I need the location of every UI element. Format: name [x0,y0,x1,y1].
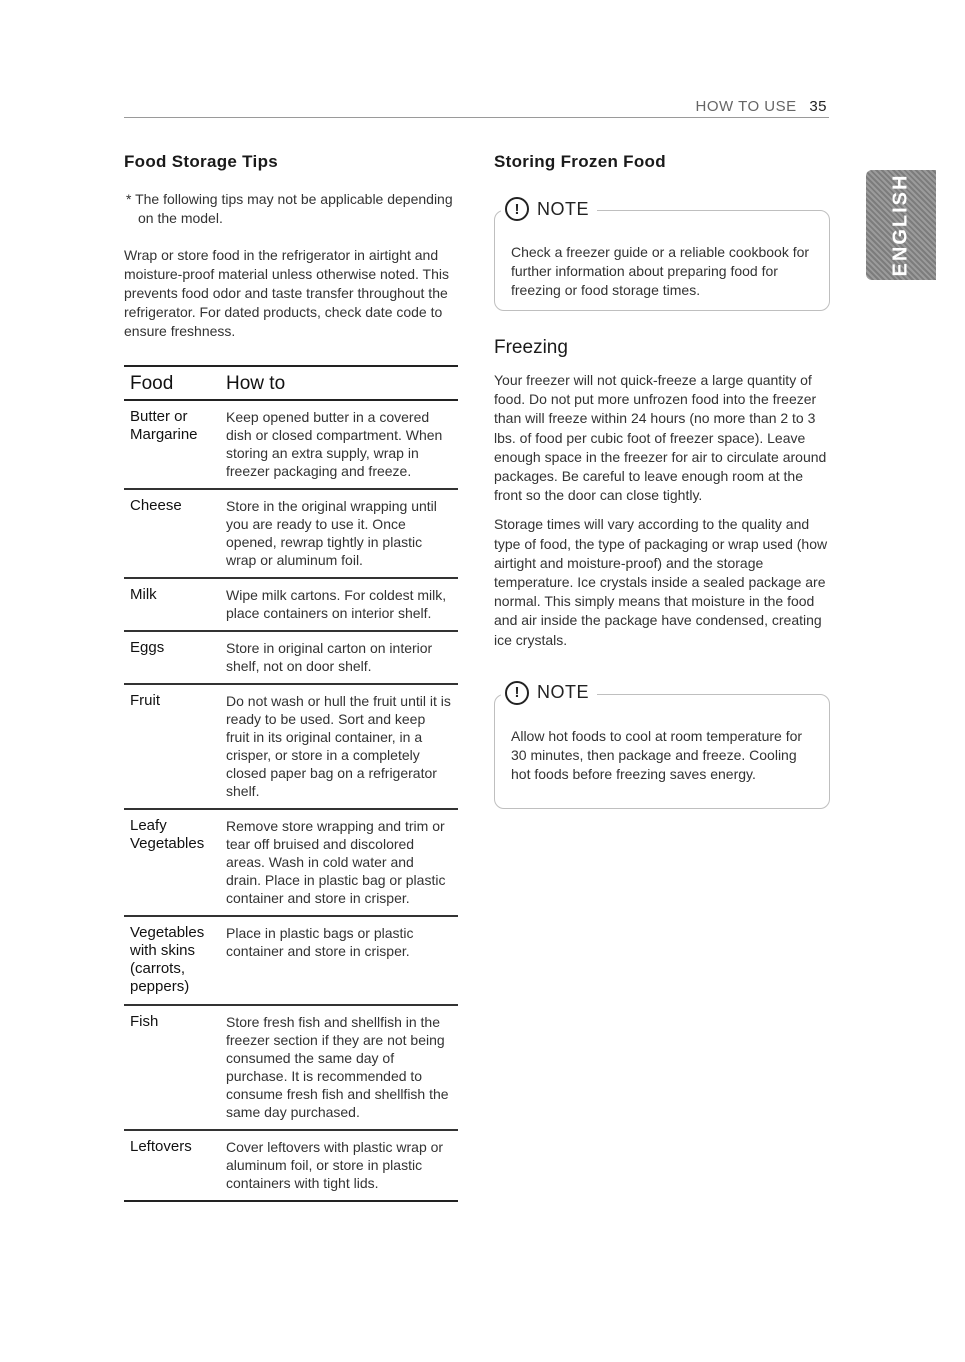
food-storage-title: Food Storage Tips [124,152,279,171]
note-label: NOTE [537,682,590,703]
how-cell: Remove store wrapping and trim or tear off bruised and discolored areas. Wash in cold water and drain. Place in plastic bag or plastic container and store in crisper. [220,809,458,916]
note-text: Check a freezer guide or a reliable cookbook for further information about preparing food for freezing or food storage times. [511,244,810,298]
table-row [124,916,458,1005]
food-cell: Leftovers [130,1138,192,1155]
model-footnote: * The following tips may not be applicable depending on the model. [126,191,453,226]
freezing-title: Freezing [494,337,568,358]
how-cell: Place in plastic bags or plastic container and store in crisper. [220,916,458,1005]
header-divider [124,117,829,118]
food-cell: Fish [124,1005,220,1130]
table-row [124,1130,458,1201]
language-tab-label: ENGLISH [889,173,912,277]
page-header [696,98,827,115]
note-box-2 [494,682,830,809]
note-text: Allow hot foods to cool at room temperature for 30 minutes, then package and freeze. Cooling hot foods before freezing saves energy. [511,727,803,782]
note-heading [501,681,597,705]
frozen-food-title: Storing Frozen Food [494,152,666,171]
freezing-paragraph-2: Storage times will vary according to the quality and type of food, the type of packaging or wrap used (how airtight and moisture-proof) and the storage temperature. Ice crystals inside a sealed package are normal. This simply means that moisture in the food and air inside the package have condensed, creating ice crystals. [494,516,828,648]
header-section: HOW TO USE [695,98,797,115]
food-cell: Vegetables with skins (carrots, peppers) [124,916,220,1005]
exclamation-icon: ! [505,681,529,705]
how-cell: Store fresh fish and shellfish in the freezer section if they are not being consumed the same day of purchase. It is recommended to consume fresh fish and shellfish the same day purchased. [220,1005,458,1130]
page-number: 35 [809,98,827,115]
table-row [124,1005,458,1130]
freezing-paragraph-1: Your freezer will not quick-freeze a large quantity of food. Do not put more unfrozen food into the freezer than will freeze within 24 hours (no more than 2 to 3 lbs. of food per cubic foot of freezer space). Leave enough space in the freezer for air to circulate around packages. Be careful to leave enough room at the front so the door can close tightly. [494,372,827,504]
food-cell: Cheese [124,489,220,578]
left-column [124,152,458,1202]
table-row [124,489,458,578]
how-cell: Keep opened butter in a covered dish or closed compartment. When storing an extra supply, wrap in freezer packaging and freeze. [220,400,458,489]
language-tab [866,170,936,280]
col-header-how-to: How to [220,366,458,400]
food-cell: Leafy Vegetables [124,809,220,916]
exclamation-icon: ! [505,197,529,221]
food-cell: Fruit [124,684,220,809]
how-cell: Wipe milk cartons. For coldest milk, place containers on interior shelf. [220,578,458,631]
food-cell: Butter or Margarine [124,400,220,489]
how-cell: Cover leftovers with plastic wrap or aluminum foil, or store in plastic containers with tight lids. [226,1139,444,1191]
food-cell: Milk [124,578,220,631]
table-row [124,578,458,631]
storage-intro: Wrap or store food in the refrigerator in airtight and moisture-proof material unless otherwise noted. This prevents food odor and taste transfer throughout the refrigerator. For dated products, check date code to ensure freshness. [124,247,450,339]
note-label: NOTE [537,198,590,219]
food-cell: Eggs [124,631,220,684]
col-header-food: Food [124,366,220,400]
how-cell: Store in the original wrapping until you are ready to use it. Once opened, rewrap tightly in plastic wrap or aluminum foil. [220,489,458,578]
how-cell: Store in original carton on interior shelf, not on door shelf. [220,631,458,684]
table-row [124,809,458,916]
food-storage-table [124,365,458,1202]
table-header-row [124,366,458,400]
note-heading [501,197,597,221]
table-row [124,684,458,809]
table-row [124,631,458,684]
note-box-1 [494,198,830,311]
how-cell: Do not wash or hull the fruit until it is ready to be used. Sort and keep fruit in its original container, in a crisper, or store in a completely closed paper bag on a refrigerator shelf. [220,684,458,809]
right-column [494,152,830,809]
table-row [124,400,458,489]
